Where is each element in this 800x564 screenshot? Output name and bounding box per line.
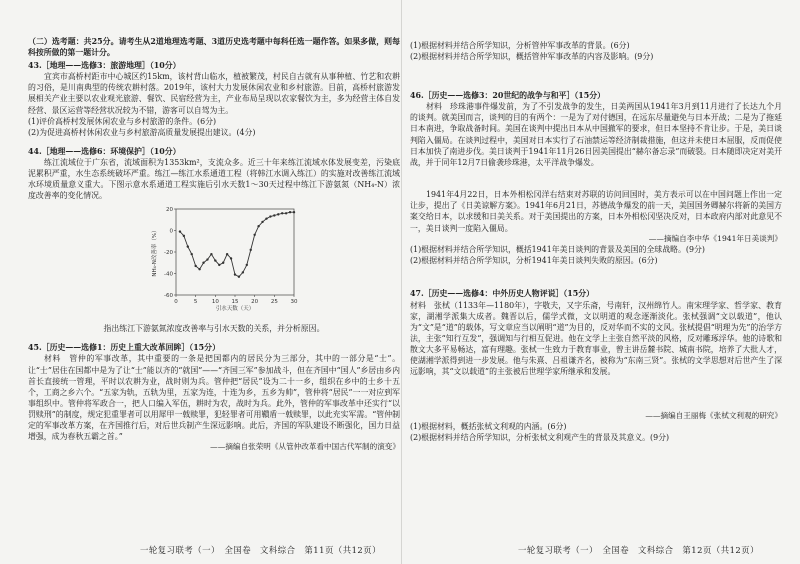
q45-title: 45.［历史——选修1：历史上重大改革回眸］（15分） [28, 343, 220, 353]
x-tick-label: 25 [270, 299, 278, 306]
y-tick-label: -60 [164, 293, 173, 300]
data-point [179, 231, 181, 233]
q46-material: 材料 珍珠港事件爆发前，为了不引发战争的发生，日美两国从1941年3月到11月进行了长达九个月的谈判。就美国而言，谈判的目的有两个：一是为了对付德国，在远东尽量避免与日本开战；二是为了拖延日本南进，争取战备时间。美国在谈判中提出日本从中国撤军的要求，但日本坚持不肯让步。于是，美日谈判陷入僵局。在谈判过程中，美国对日本实行了石油禁运等经济制裁措施，但这并未使日本屈服，反而促使日本加快了南进步伐。美日谈判于1941年11月26日因美国提出“赫尔备忘录”而破裂。日本随即决定对美开战，并于同年12月7日偷袭珍珠港，太平洋战争爆发。 [410, 102, 782, 167]
y-tick-label: -20 [164, 250, 173, 257]
series-line [180, 213, 294, 278]
q43-title: 43.［地理——选修3：旅游地理］（10分） [28, 61, 181, 71]
left-column [28, 0, 400, 564]
x-tick-label: 20 [251, 299, 259, 306]
q47-title: 47.［历史——选修4：中外历史人物评说］（15分） [410, 289, 595, 299]
data-point [198, 268, 200, 270]
data-point [265, 218, 267, 220]
page-footer-left: 一轮复习联考（一） 全国卷 文科综合 第11页（共12页） [140, 545, 381, 555]
data-point [253, 234, 255, 236]
data-point [187, 246, 189, 248]
q44-title: 44.［地理——选修6：环境保护］（10分） [28, 146, 181, 156]
y-tick-label: 20 [166, 207, 173, 214]
q47-material: 材料 张栻（1133年—1180年），字敬夫，又字乐斋，号南轩，汉州绵竹人。南宋理学家、哲学家、教育家，湖湘学派集大成者。魏晋以后，儒学式微，文以明道的观念逐渐淡化。张栻强调“文以载道”，他认为“文”是“道”的载体，写文章应当以阐明“道”为目的，反对华而不实的文风。张栻提倡“明理为先”的治学方法，主张“知行互发”，强调知与行相互促进。他在文学上主张自然平淡的风格，反对雕琢浮华。他的诗歌和散文大多平易畅达，富有理趣。张栻一生致力于教育事业，曾主讲岳麓书院、城南书院，培养了大批人才，使湖湘学派得到进一步发展。他与朱熹、吕祖谦齐名，被称为“东南三贤”。张栻的文学思想对后世产生了深远影响，其“文以载道”的主张被后世理学家所继承和发展。 [410, 300, 782, 377]
nh4-chart-container [28, 203, 400, 323]
data-point [202, 262, 204, 264]
data-point [206, 259, 208, 261]
data-point [191, 253, 193, 255]
data-point [246, 264, 248, 266]
x-tick-label: 15 [231, 299, 239, 306]
x-tick-label: 5 [193, 299, 198, 306]
data-point [183, 235, 185, 237]
q45-ask-2: (2)根据材料并结合所学知识，概括管仲军事改革的内容及影响。(9分) [410, 52, 654, 62]
y-axis-label: NH₄-N改善率（%） [152, 227, 158, 277]
data-point [281, 212, 283, 214]
data-point [234, 274, 236, 276]
q47-ask-2: (2)根据材料并结合所学知识，分析张栻文利观产生的背景及其意义。(9分) [410, 432, 670, 442]
data-point [285, 212, 287, 214]
x-tick-label: 30 [290, 299, 298, 306]
q43-material: 宜宾市高桥村距市中心城区约15km，该村背山临水，植被繁茂，村民自古就有从事种植、竹艺和农耕的习俗，是川南典型的传统农耕村落。2019年，该村大力发展休闲农业和乡村旅游。目前，高桥村旅游发展相关产业主要以农业观光旅游、餐饮、民宿经营为主，产业布局呈现以农家餐饮为主，多为经营主体自发经营、景区运营等经营状况较为不错，游客可以自驾为主。 [28, 72, 400, 115]
data-point [269, 216, 271, 218]
data-point [194, 265, 196, 267]
data-point [222, 262, 224, 264]
q46-title: 46.［历史——选修3：20世纪的战争与和平］（15分） [410, 91, 606, 101]
q47-ask-1: (1)根据材料，概括张栻文利观的内涵。(6分) [410, 421, 567, 431]
right-column [410, 0, 782, 564]
q46-source: ——摘编自李中华《1941年日美谈判》 [648, 234, 782, 244]
nh4-improvement-chart [148, 203, 308, 318]
q44-material: 练江流域位于广东省，流域面积为1353km²，支流众多。近三十年来练江流域水体发展变差，污染底泥累积严重，水生态系统破坏严重。练江—练江水系通道工程（将韩江水调入练江）的实施对改善练江流域水环境质量意义重大。下图示意水系通道工程实施后引水天数1～30天过程中练江下游氨氮（NH₄-N）浓度改善率的变化情况。 [28, 157, 400, 201]
y-tick-label: 0 [169, 228, 173, 235]
q46-ask-1: (1)根据材料并结合所学知识，概括1941年美日谈判的背景及美国的全球战略。(9分) [410, 245, 705, 255]
page-fold [401, 0, 402, 564]
x-tick-label: 10 [211, 299, 219, 306]
data-point [218, 264, 220, 266]
q46-material-2: 1941年4月22日，日本外相松冈洋右结束对苏联的访问回国时，美方表示可以在中国问题上作出一定让步，提出了《日美谅解方案》。1941年6月21日，苏德战争爆发的前一天，美国国务卿赫尔将新的美国方案交给日本，以求缓和日美关系。对于美国提出的方案，日本外相松冈坚决反对，日本政府内部对此意见不一，美日谈判一度陷入僵局。 [410, 190, 782, 233]
data-point [210, 253, 212, 255]
data-point [289, 211, 291, 213]
q44-chart-caption: 指出练江下游氨氮浓度改善率与引水天数的关系，并分析原因。 [103, 324, 325, 334]
data-point [277, 213, 279, 215]
data-point [238, 276, 240, 278]
data-point [261, 221, 263, 223]
data-point [230, 258, 232, 260]
x-tick-label: 0 [174, 299, 178, 306]
q47-source: ——摘编自王丽梅《张栻文利观的研究》 [645, 410, 782, 420]
data-point [226, 253, 228, 255]
section-header: （二）选考题：共25分。请考生从2道地理选考题、3道历史选考题中每科任选一题作答。如果多做，则每科按所做的第一题计分。 [28, 37, 400, 58]
q45-material: 材料 管仲的军事改革，其中重要的一条是把国都内的居民分为三部分，其中的一部分是“士”。让“士”居住在国都中是为了让“士”能以齐的“就国”——“齐国三军”参加战斗，但在齐国中“国人”乡居由乡内首长直接统一管理，平时以农耕为业，战时则为兵。管仲把“居民”设为二十一乡，组织在乡中的士乡十五个，工商之乡六个。“五家为轨，五轨为里，五家为连，十连为乡，五乡为帅”，管仲将“居民”一一对应到军事组织中。管仲将军政合一，把人口编入军伍，耕时为农，战时为兵。此外，管仲的军事改革中还实行“以罚赎刑”的制度，规定犯重罪者可以用犀甲一戟赎罪，犯轻罪者可用鞼盾一戟赎罪，以此充实军需。“管仲制定的军事改革方案，在齐国推行后，对后世兵制产生深远影响。此后，齐国的军队建设不断强化，国力日益增强，成为春秋五霸之首。” [28, 354, 400, 442]
data-point [242, 272, 244, 274]
x-axis-label: 引水天数（天） [215, 306, 255, 313]
plot-frame [176, 209, 294, 295]
q43-ask-2: (2)为促进高桥村休闲农业与乡村旅游高质量发展提出建议。(4分) [28, 127, 256, 137]
page-footer-right: 一轮复习联考（一） 全国卷 文科综合 第12页（共12页） [518, 545, 759, 555]
data-point [293, 211, 295, 213]
data-point [257, 225, 259, 227]
data-point [273, 215, 275, 217]
data-point [250, 249, 252, 251]
data-point [214, 260, 216, 262]
q43-ask-1: (1)评价高桥村发展休闲农业与乡村旅游的条件。(6分) [28, 116, 217, 126]
q45-ask-1: (1)根据材料并结合所学知识，分析管仲军事改革的背景。(6分) [410, 41, 630, 50]
y-tick-label: -40 [164, 271, 173, 278]
q46-ask-2: (2)根据材料并结合所学知识，分析1941年美日谈判失败的原因。(6分) [410, 256, 658, 266]
q45-source: ——摘编自张荣明《从管仲改革看中国古代军制的演变》 [210, 442, 400, 452]
